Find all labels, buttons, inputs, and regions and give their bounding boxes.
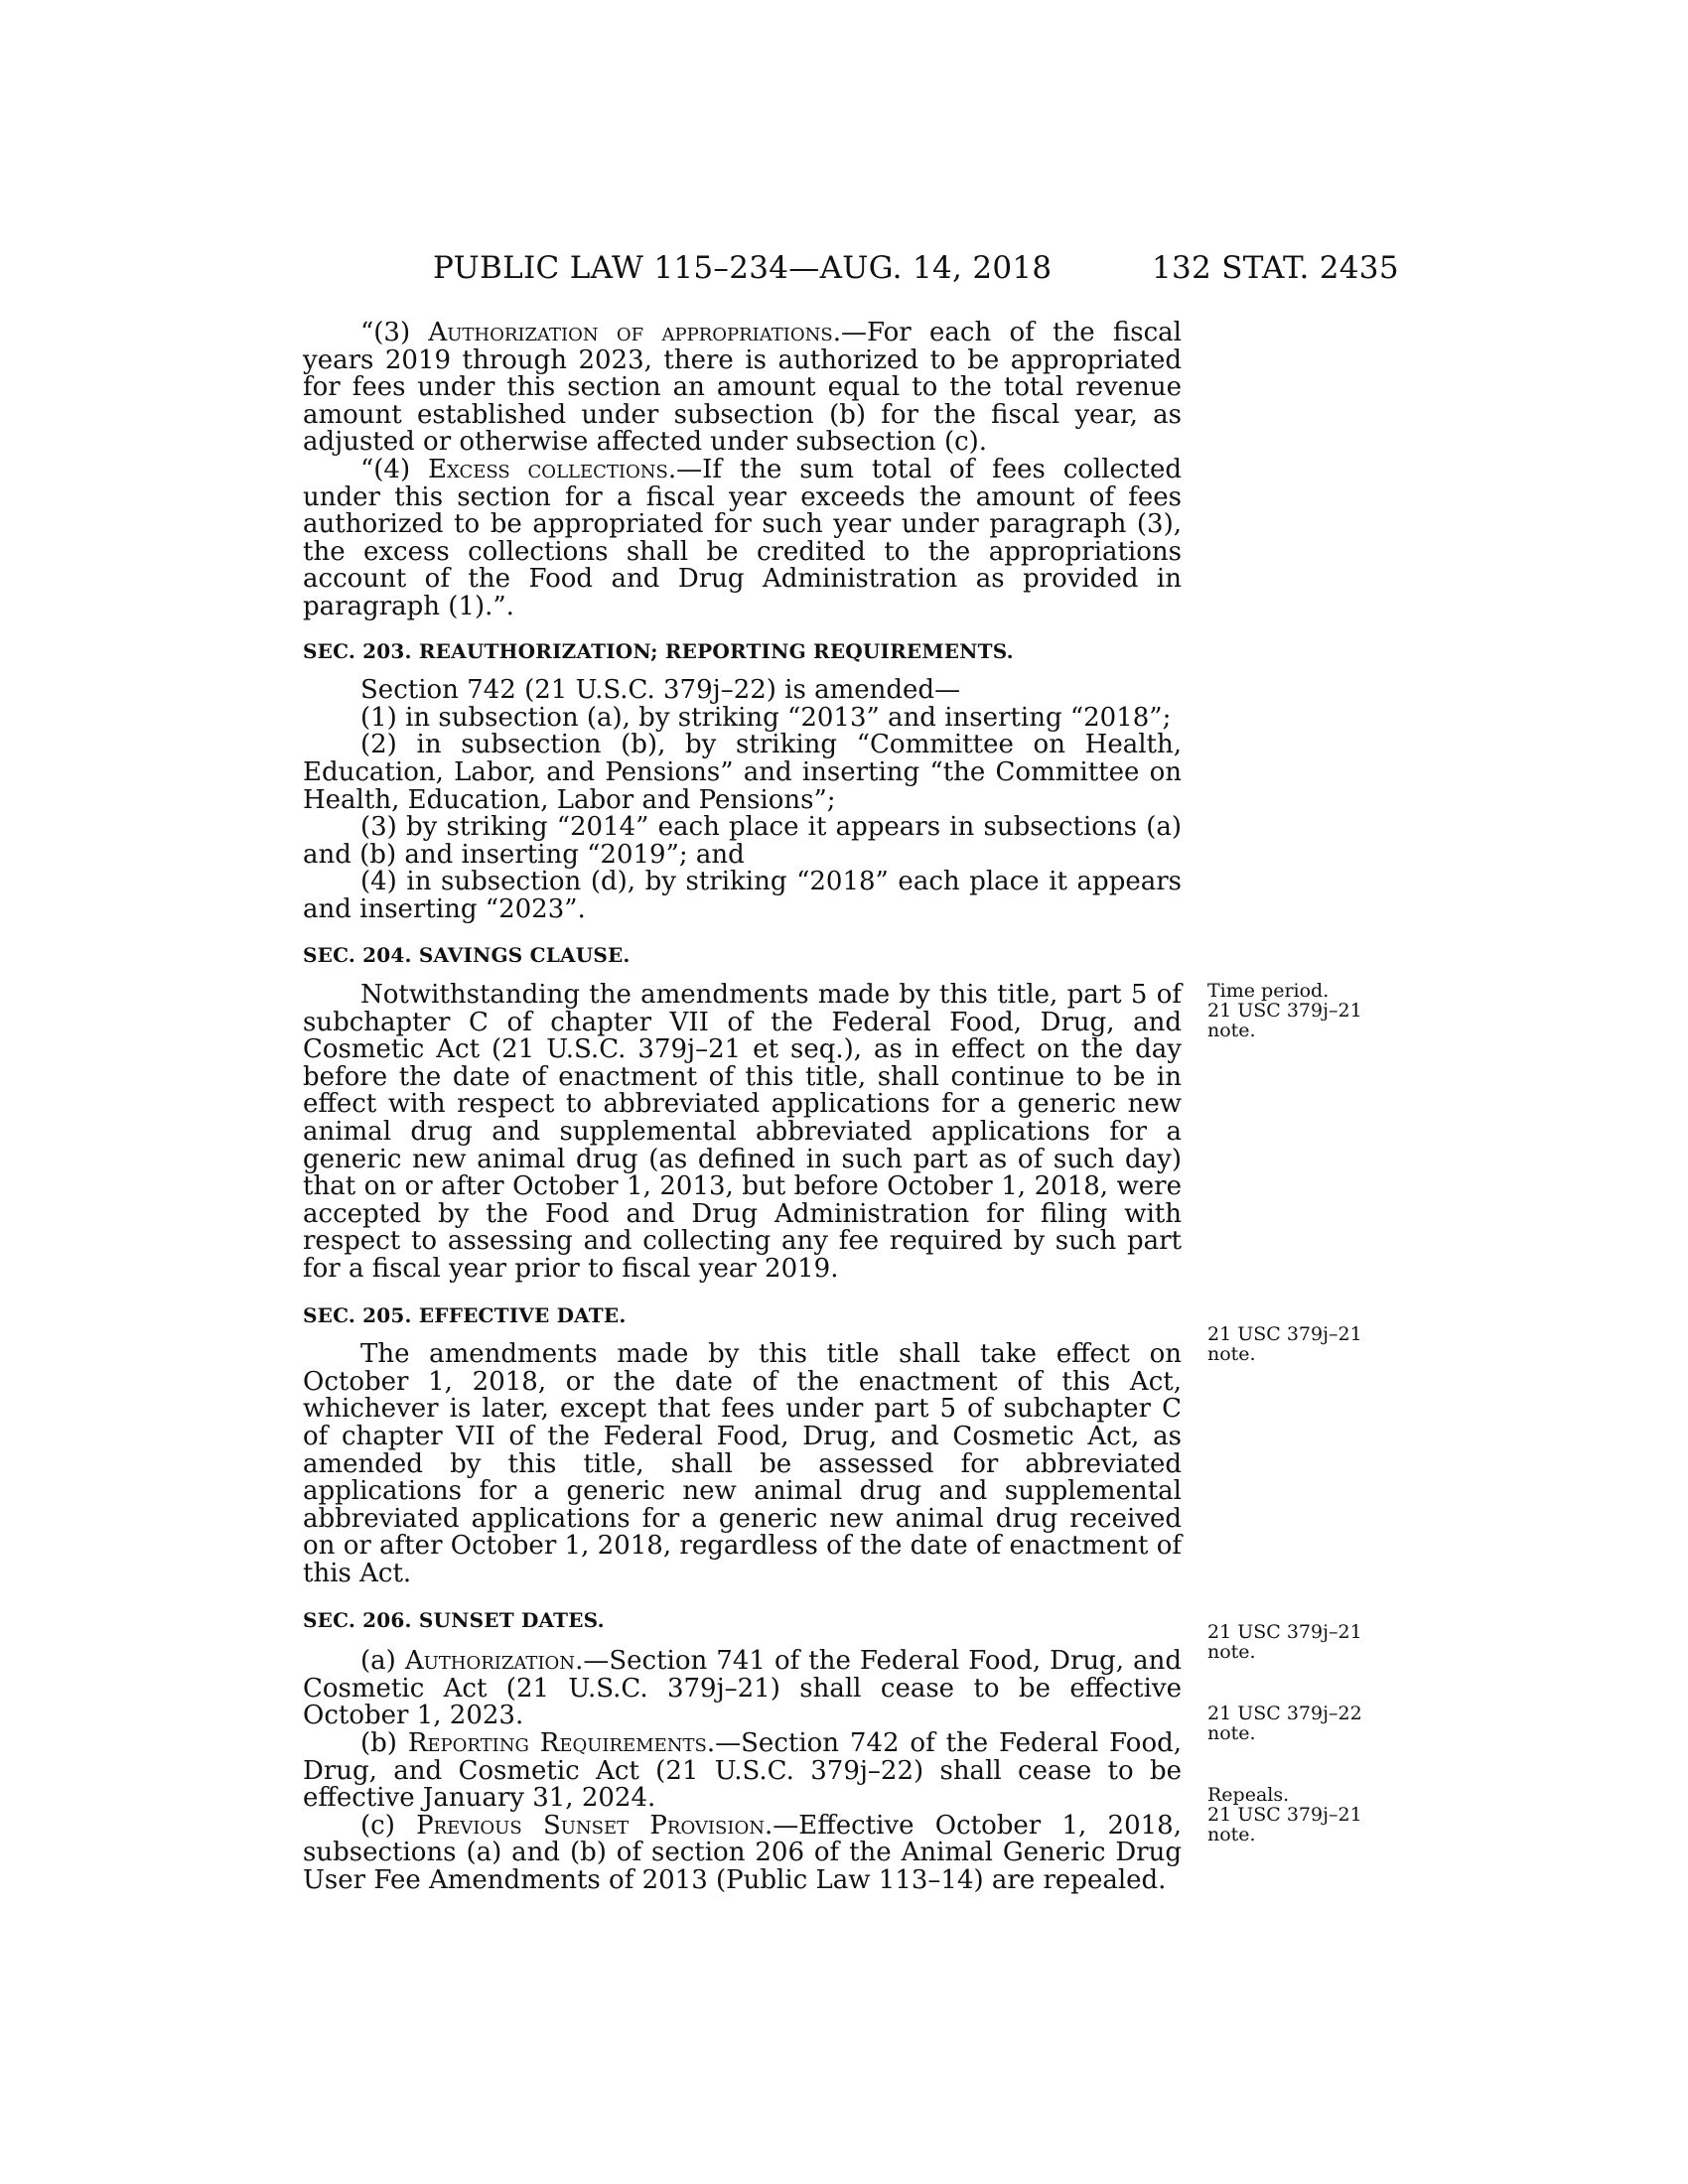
margin-note-line: 21 USC 379j–22	[1207, 1703, 1362, 1724]
paragraph-3-open: “(3)	[360, 318, 429, 347]
sec-203-item-4: (4) in subsection (d), by striking “2018” each place it appears and inserting “2023”.	[303, 867, 1182, 924]
sec-206-c-open: (c)	[360, 1810, 417, 1841]
margin-note-line: note.	[1207, 1722, 1256, 1744]
paragraph-3	[303, 320, 1182, 457]
sec-203-item-3: (3) by striking “2014” each place it appears in subsections (a) and (b) and inserting “2019”; and	[303, 812, 1182, 870]
sec-203-intro: Section 742 (21 U.S.C. 379j–22) is amended—	[360, 675, 961, 706]
sec-206-c-text: .—Effective October 1, 2018, subsections (a) and (b) of section 206 of the Animal Generic Drug User Fee Amendments of 2013 (Public Law 113–14) are repealed.	[303, 1810, 1182, 1895]
sec-206-a	[303, 1648, 1182, 1730]
margin-note-line: 21 USC 379j–21	[1207, 1323, 1362, 1345]
margin-note-line: note.	[1207, 1343, 1256, 1365]
sec-206-a-heading: Authorization	[404, 1646, 576, 1677]
paragraph-4-heading: Excess collections	[427, 454, 668, 484]
paragraph-4-text: .—If the sum total of fees collected under this section for a fiscal year exceeds the amount of fees authorized to be appropriated for such year under paragraph (3), the excess collections shall be credited to the appropriations account of the Food and Drug Administration as provided in paragraph (1).”.	[303, 454, 1182, 621]
sec-206-heading: SEC. 206. SUNSET DATES.	[303, 1607, 605, 1632]
running-head: PUBLIC LAW 115–234—AUG. 14, 2018	[433, 250, 1053, 286]
margin-note-line: 21 USC 379j–21	[1207, 1000, 1362, 1022]
page-statute-number: 132 STAT. 2435	[1152, 250, 1399, 286]
margin-note-sec-206-a	[1207, 1622, 1386, 1662]
sec-206-b-heading: Reporting Requirements	[407, 1727, 707, 1758]
margin-note-line: Time period.	[1207, 980, 1330, 1002]
document-body	[303, 320, 1182, 1894]
sec-205-text: The amendments made by this title shall take effect on October 1, 2018, or the date of the enactment of this Act, whichever is later, except that fees under part 5 of subchapter C of chapter VII of the Federal Food, Drug, and Cosmetic Act, as amended by this title, shall be assessed for abbreviated applications for a generic new animal drug and supplemental abbreviated applications for a generic new animal drug received on or after October 1, 2018, regardless of the date of enactment of this Act.	[303, 1339, 1182, 1588]
margin-note-line: note.	[1207, 1824, 1256, 1845]
sec-205-heading: SEC. 205. EFFECTIVE DATE.	[303, 1302, 627, 1327]
paragraph-3-heading: Authorization of appropriations	[428, 318, 833, 347]
sec-206-b-text: .—Section 742 of the Federal Food, Drug, and Cosmetic Act (21 U.S.C. 379j–22) shall cease to be effective January 31, 2024.	[303, 1727, 1183, 1814]
sec-206-a-open: (a)	[360, 1646, 405, 1677]
sec-204-text: Notwithstanding the amendments made by this title, part 5 of subchapter C of chapter VII of the Federal Food, Drug, and Cosmetic Act (21 U.S.C. 379j–21 et seq.), as in effect on the day before the date of enactment of this title, shall continue to be in effect with respect to abbreviated applications for a generic new animal drug and supplemental abbreviated applications for a generic new animal drug (as defined in such part as of such day) that on or after October 1, 2013, but before October 1, 2018, were accepted by the Food and Drug Administration for filing with respect to assessing and collecting any fee required by such part for a fiscal year prior to fiscal year 2019.	[303, 980, 1182, 1284]
margin-note-line: 21 USC 379j–21	[1207, 1804, 1362, 1826]
margin-note-line: Repeals.	[1207, 1784, 1290, 1806]
sec-206-c	[303, 1810, 1182, 1895]
margin-note-sec-206-c	[1207, 1785, 1386, 1844]
paragraph-4	[303, 454, 1182, 621]
margin-note-sec-206-b	[1207, 1704, 1386, 1743]
margin-note-line: note.	[1207, 1641, 1256, 1663]
sec-204-heading: SEC. 204. SAVINGS CLAUSE.	[303, 943, 631, 968]
sec-206-b-open: (b)	[360, 1727, 408, 1758]
sec-203-item-2: (2) in subsection (b), by striking “Committee on Health, Education, Labor, and Pensions” and inserting “the Committee on Health, Education, Labor and Pensions”;	[303, 730, 1182, 815]
sec-206-a-text: .—Section 741 of the Federal Food, Drug, and Cosmetic Act (21 U.S.C. 379j–21) shall cease to be effective October 1, 2023.	[303, 1646, 1182, 1731]
sec-203-item-1: (1) in subsection (a), by striking “2013” and inserting “2018”;	[360, 702, 1172, 733]
margin-note-line: note.	[1207, 1020, 1256, 1041]
sec-206-b	[303, 1727, 1183, 1814]
margin-note-sec-204	[1207, 981, 1386, 1040]
margin-note-line: 21 USC 379j–21	[1207, 1621, 1362, 1643]
sec-206-c-heading: Previous Sunset Provision	[416, 1810, 765, 1841]
paragraph-3-text: .—For each of the fiscal years 2019 through 2023, there is authorized to be appropriated for fees under this section an amount equal to the total revenue amount established under subsection (b) for the fiscal year, as adjusted or otherwise affected under subsection (c).	[303, 318, 1183, 458]
margin-note-sec-205	[1207, 1324, 1386, 1364]
paragraph-4-open: “(4)	[360, 454, 428, 484]
sec-203-heading: SEC. 203. REAUTHORIZATION; REPORTING REQUIREMENTS.	[303, 638, 1014, 663]
